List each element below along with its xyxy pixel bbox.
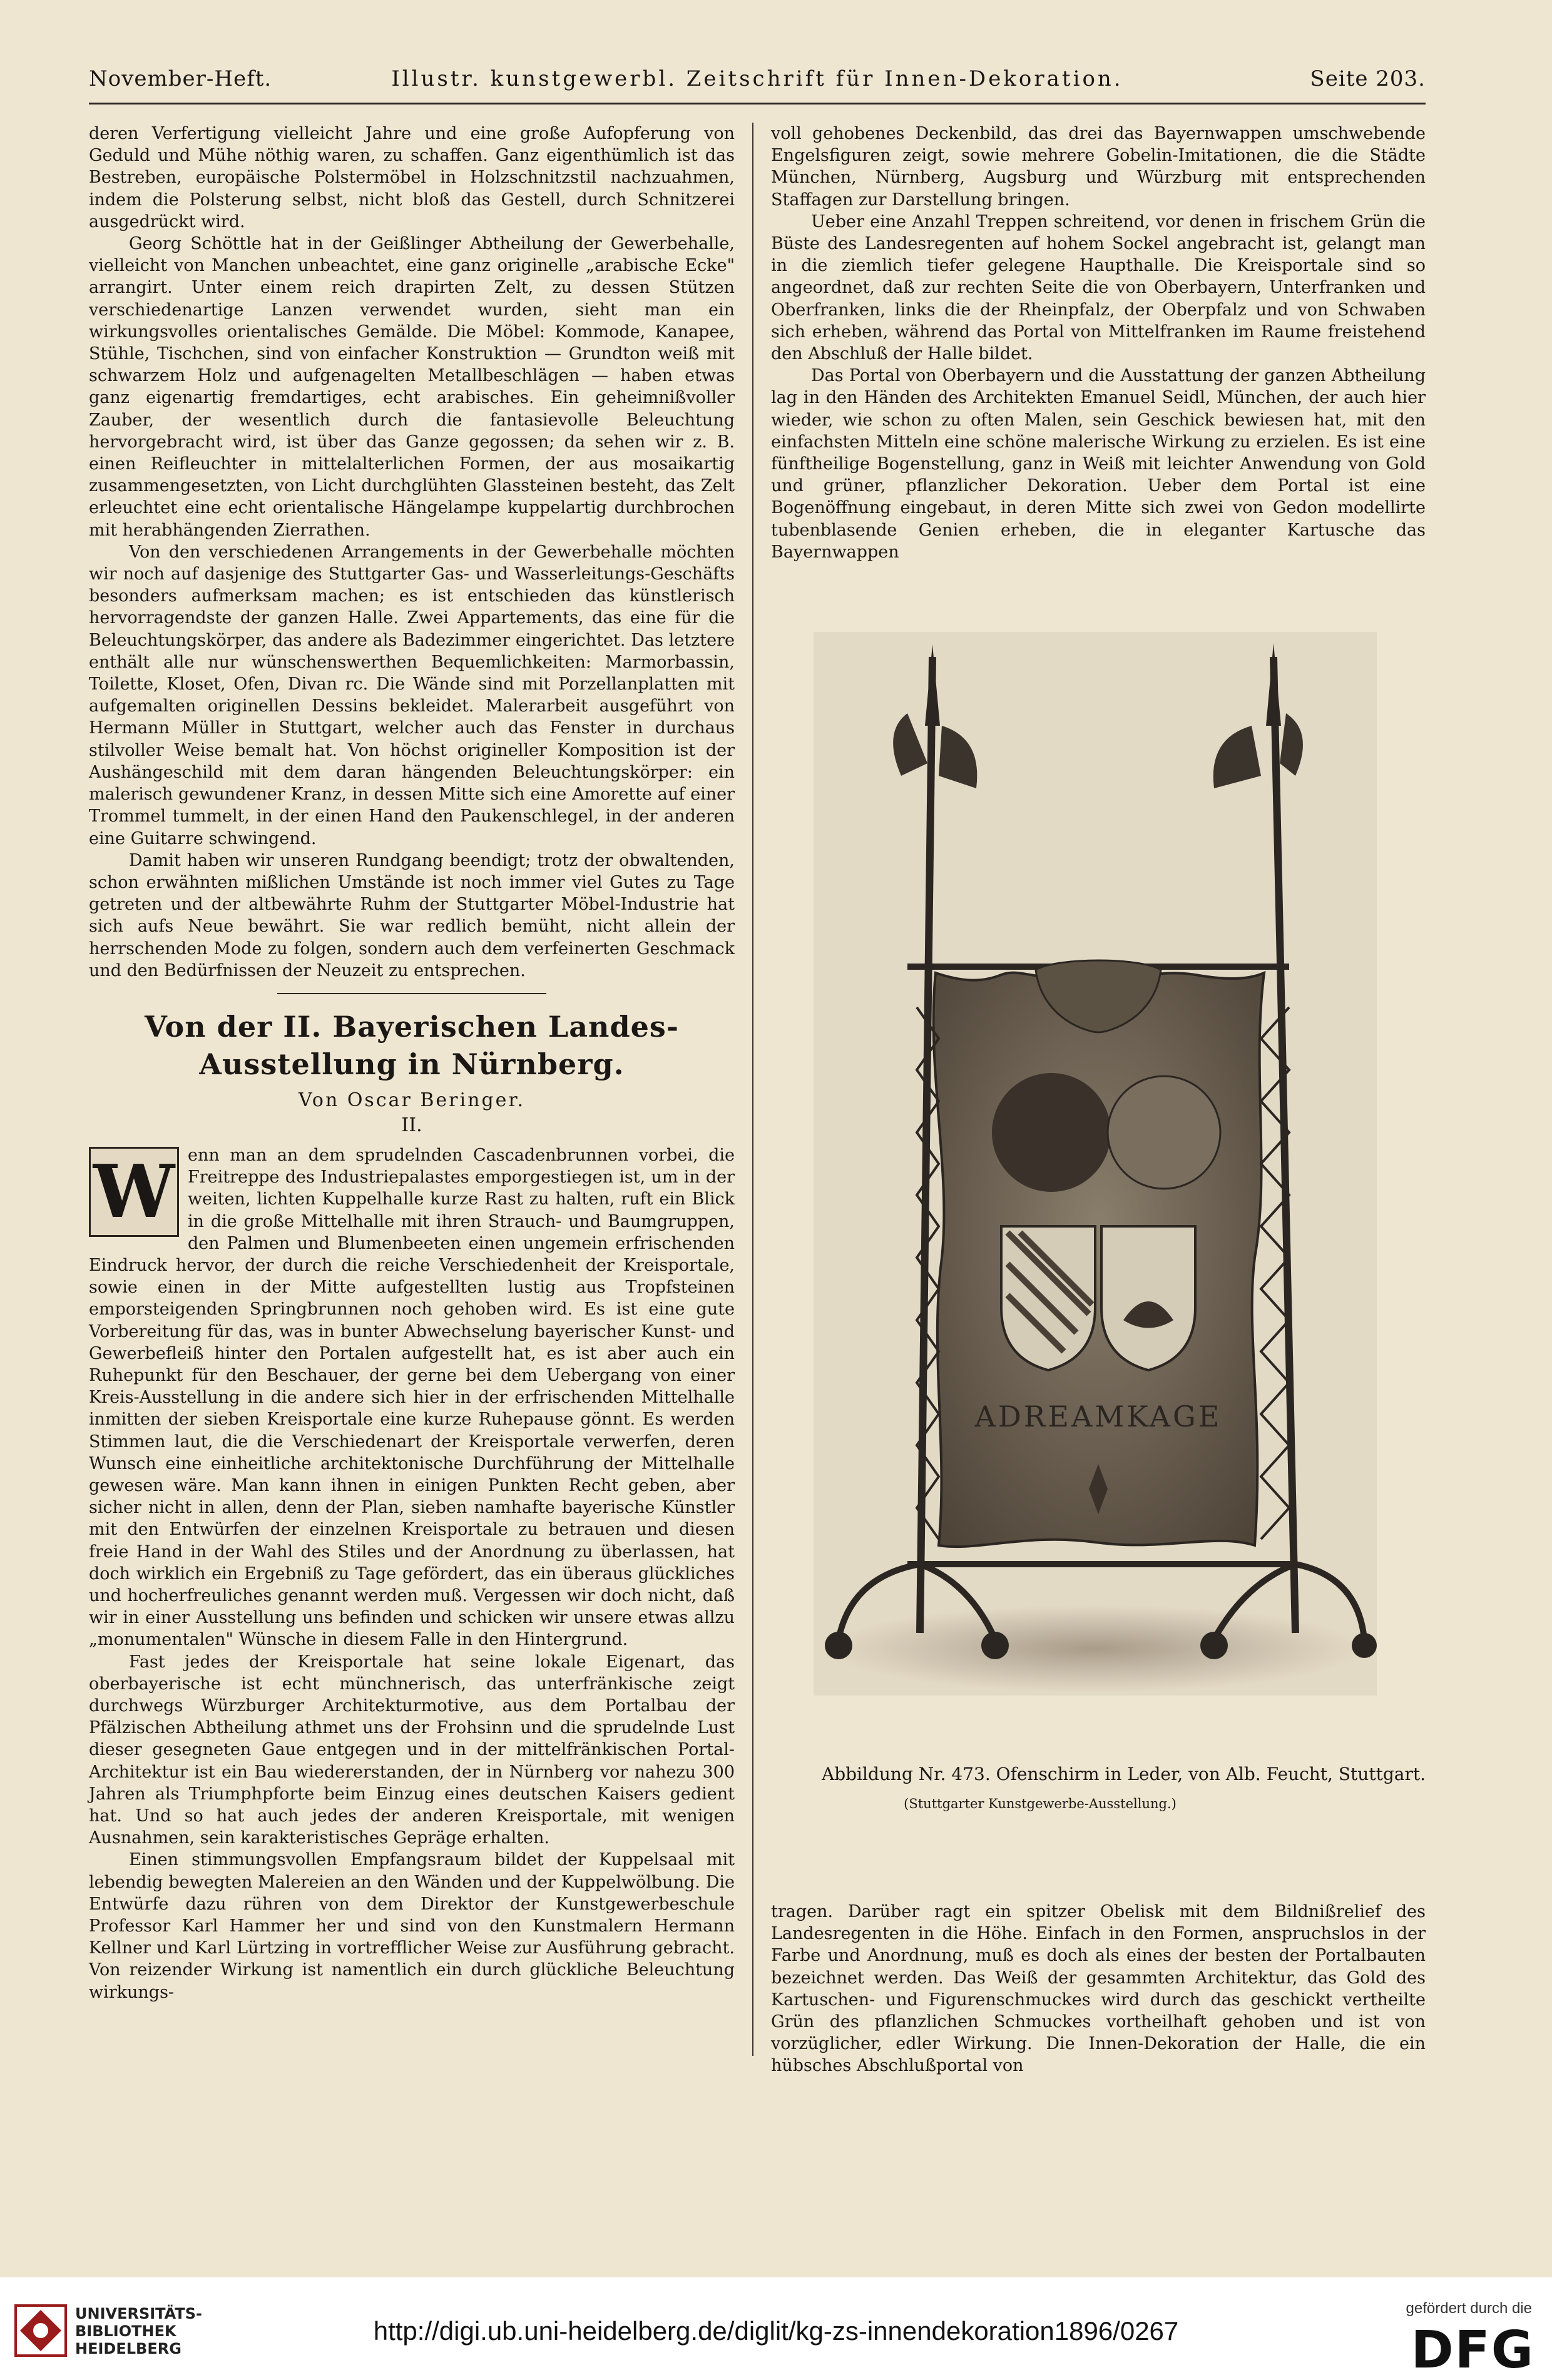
column-divider — [752, 123, 753, 2056]
article-author: Von Oscar Beringer. — [299, 1089, 525, 1111]
paragraph: deren Verfertigung vielleicht Jahre und eine große Aufopferung von Geduld und Mühe nöthig waren, zu schaffen. Ganz eigenthümlich ist das Bestreben, europäische Polstermöbel in Holzschnitzstil nachzuahmen, indem die Polsterung selbst, nicht bloß das Gestell, durch Schnitzerei ausgedrückt wird. — [89, 124, 735, 231]
running-head-title: Illustr. kunstgewerbl. Zeitschrift für Innen-Dekoration. — [391, 66, 1123, 91]
helmet-crest-left — [992, 1073, 1111, 1192]
institution-name — [75, 2305, 202, 2357]
article-part-number: II. — [401, 1114, 422, 1136]
bavarian-shield — [1001, 1226, 1095, 1370]
figure-caption-source: (Stuttgarter Kunstgewerbe-Ausstellung.) — [904, 1796, 1177, 1811]
city-shield — [1101, 1226, 1195, 1370]
fire-screen-drawing — [814, 632, 1377, 1696]
right-column-bottom — [771, 1901, 1426, 2076]
floor-shadow — [826, 1605, 1364, 1692]
first-paragraph-text: enn man an dem sprudelnden Cascadenbrunnen vorbei, die Freitreppe des Industriepalastes emporgestiegen ist, um in der weiten, lichten Kuppelhalle kurze Rast zu halten, ruft ein Blick in die große Mittelhalle mit ihren Strauch- und Baumgruppen, den Palmen und Blumenbeeten einen ungemein erfrischenden Eindruck hervor, der durch die reiche Verschiedenheit der Kreisportale, sowie einen in der Mitte aufgestellten lustig aus Tropfsteinen emporsteigenden Springbrunnen noch gehoben wird. Es ist eine gute Vorbereitung für das, was in bunter Abwechselung bayerischer Kunst- und Gewerbefleiß hinter den Portalen aufgestellt hat, es ist aber auch ein Ruhepunkt für den Beschauer, der gerne bei dem Uebergang von einer Kreis-Ausstellung in die andere sich hier in der erfrischenden Mittelhalle inmitten der sieben Kreisportale eine kurze Ruhepause gönnt. Es werden Stimmen laut, die die Verschiedenart der Kreisportale verwerfen, deren Wunsch eine einheitliche architektonische Durchführung der Mittelhalle gewesen wäre. Man kann ihnen in einigen Punkten Recht geben, aber sicher nicht in allen, denn der Plan, sieben namhafte bayerische Künstler mit den Entwürfen der einzelnen Kreisportale zu betrauen und diesen freie Hand in der Wahl des Stiles und der Anordnung zu überlassen, hat doch wirklich ein Ergebniß zu Tage gefördert, das ein überaus glückliches und hocherfreuliches genannt werden muß. Vergessen wir doch nicht, daß wir in einer Ausstellung uns befinden und schicken wir unsere etwas allzu „monumentalen" Wünsche in diesem Falle in den Hintergrund. — [89, 1145, 735, 1650]
first-paragraph — [89, 1144, 735, 1651]
article-title: Von der II. Bayerischen Landes-Ausstellung in Nürnberg. — [145, 1009, 679, 1081]
footer-bar — [0, 2277, 1552, 2380]
paragraph: Ueber eine Anzahl Treppen schreitend, vor denen in frischem Grün die Büste des Landesregenten auf hohem Sockel angebracht ist, gelangt man in die ziemlich tiefer gelegene Haupthalle. Die Kreisportale sind so angeordnet, daß zur rechten Seite die von Oberbayern, Unterfranken und Oberfranken, links die der Rheinpfalz, der Oberpfalz und von Schwaben sich erheben, während das Portal von Mittelfranken im Raume freistehend den Abschluß der Halle bildet. — [771, 211, 1426, 364]
paragraph: Das Portal von Oberbayern und die Ausstattung der ganzen Abtheilung lag in den Händen des Architekten Emanuel Seidl, München, der auch hier wieder, wie schon zu often Malen, sein Geschick bewiesen hat, mit den einfachsten Mitteln eine schöne malerische Wirkung zu erzielen. Es ist eine fünftheilige Bogenstellung, ganz in Weiß mit leichter Anwendung von Gold und grüner, pflanzlicher Dekoration. Ueber dem Portal ist eine Bogenöffnung eingebaut, in deren Mitte sich zwei von Gedon modellirte tubenblasende Genien erheben, die in eleganter Kartusche das Bayernwappen — [771, 366, 1426, 562]
institution-line: BIBLIOTHEK — [75, 2322, 176, 2340]
leather-hide-panel — [934, 973, 1264, 1547]
figure-caption: Abbildung Nr. 473. Ofenschirm in Leder, von Alb. Feucht, Stuttgart. — [821, 1764, 1426, 1784]
paragraph: Georg Schöttle hat in der Geißlinger Abtheilung der Gewerbehalle, vielleicht von Manchen unbeachtet, eine ganz originelle „arabische Ecke" arrangirt. Unter einem reich drapirten Zelt, zu dessen Stützen verschiedenartige Lanzen verwendet wurden, sieht man ein wirkungsvolles orientalisches Gemälde. Die Möbel: Kommode, Kanapee, Stühle, Tischchen, sind von einfacher Konstruktion — Grundton weiß mit schwarzem Holz und aufgenagelten Metallbeschlägen — haben etwas ganz eigenartig fremdartiges, echt arabisches. Ein geheimnißvoller Zauber, der wesentlich durch die fantasievolle Beleuchtung hervorgebracht wird, ist über das Ganze gegossen; da sehen wir z. B. einen Reifleuchter in mittelalterlichen Formen, der aus mosaikartig zusammengesetzten, von Licht durchglühten Glassteinen besteht, das Zelt erleuchtet eine echt orientalische Hängelampe kuppelartig durchbrochen mit herabhängenden Zierrathen. — [89, 234, 735, 540]
source-url-link[interactable]: http://digi.ub.uni-heidelberg.de/diglit/kg-zs-innendekoration1896/0267 — [373, 2316, 1179, 2346]
paragraph: Fast jedes der Kreisportale hat seine lokale Eigenart, das oberbayerische ist echt münchnerisch, das unterfränkische zeigt durchwegs Würzburger Architekturmotive, aus dem Portalbau der Pfälzischen Abtheilung athmet uns der Frohsinn und die sprudelnde Lust dieser gesegneten Gaue entgegen und in der mittelfränkischen Portal-Architektur ist ein Bau wiedererstanden, der in Nürnberg vor nahezu 300 Jahren als Triumphpforte beim Einzug eines deutschen Kaisers gedient hat. Und so hat auch jedes der anderen Kreisportale, mit wenigen Ausnahmen, sein karakteristisches Gepräge erhalten. — [89, 1652, 735, 1848]
institution-line: UNIVERSITÄTS- — [75, 2305, 203, 2322]
institution-line: HEIDELBERG — [75, 2340, 181, 2357]
left-column — [89, 123, 735, 2194]
paragraph: voll gehobenes Deckenbild, das drei das Bayernwappen umschwebende Engelsfiguren zeigt, sowie mehrere Gobelin-Imitationen, die die Städte München, Nürnberg, Augsburg und Würzburg mit entsprechenden Staffagen zur Darstellung bringen. — [771, 124, 1426, 210]
page-number: Seite 203. — [1310, 66, 1426, 91]
helmet-crest-right — [1108, 1076, 1220, 1189]
running-head-left: November-Heft. — [89, 66, 272, 91]
section-rule — [277, 993, 546, 994]
panel-inscription: ADREAMKAGE — [974, 1400, 1222, 1433]
paragraph: Damit haben wir unseren Rundgang beendigt; trotz der obwaltenden, schon erwähnten mißlichen Umstände ist noch immer viel Gutes zu Tage getreten und der altbewährte Ruhm der Stuttgarter Möbel-Industrie hat sich aufs Neue bewährt. Sie war redlich bemüht, nicht allein der herrschenden Mode zu folgen, sondern auch dem verfeinerten Geschmack und den Bedürfnissen der Neuzeit zu entsprechen. — [89, 850, 735, 980]
paragraph: Von den verschiedenen Arrangements in der Gewerbehalle möchten wir noch auf dasjenige des Stuttgarter Gas- und Wasserleitungs-Geschäfts besonders aufmerksam machen; es ist entschieden das künstlerisch hervorragendste der ganzen Halle. Zwei Appartements, das eine für die Beleuchtungskörper, das andere als Badezimmer eingerichtet. Das letztere enthält alle nur wünschenswerthen Bequemlichkeiten: Marmorbassin, Toilette, Kloset, Ofen, Divan rc. Die Wände sind mit Porzellanplatten mit aufgemalten originellen Dessins bekleidet. Malerarbeit ausgeführt von Hermann Müller in Stuttgart, welcher auch das Fenster in durchaus stilvoller Weise bemalt hat. Von höchst origineller Komposition ist der Aushängeschild mit dem daran hängenden Beleuchtungskörper: ein malerisch gewundener Kranz, in dessen Mitte sich eine Amorette auf einer Trommel tummelt, in der einen Hand den Paukenschlegel, in der anderen eine Guitarre schwingend. — [89, 542, 735, 848]
fire-screen-illustration — [814, 632, 1377, 1696]
right-column-top — [771, 123, 1426, 598]
running-head — [89, 66, 1426, 104]
university-library-logo-icon — [13, 2302, 69, 2359]
funding-note: gefördert durch die — [1406, 2300, 1532, 2317]
paragraph: Einen stimmungsvollen Empfangsraum bildet der Kuppelsaal mit lebendig bewegten Malereien an den Wänden und der Kuppelwölbung. Die Entwürfe dazu rühren von dem Direktor der Kunstgewerbeschule Professor Karl Hammer her und sind von den Kunstmalern Hermann Kellner und Karl Lürtzing in vortrefflicher Weise zur Ausführung gebracht. Von reizender Wirkung ist namentlich ein durch glückliche Beleuchtung wirkungs- — [89, 1850, 735, 2002]
dfg-logo: DFG — [1411, 2321, 1534, 2380]
paragraph: tragen. Darüber ragt ein spitzer Obelisk mit dem Bildnißrelief des Landesregenten in die Höhe. Einfach in den Formen, anspruchslos in der Farbe und Anordnung, muß es doch als eines der besten der Portalbauten bezeichnet werden. Das Weiß der gesammten Architektur, das Gold des Kartuschen- und Figurenschmuckes wird durch das geschickt vertheilte Grün des pflanzlichen Schmuckes vortheilhaft gehoben und ist von vorzüglicher, edler Wirkung. Die Innen-Dekoration der Halle, die ein hübsches Abschlußportal von — [771, 1902, 1426, 2076]
drop-cap: W — [89, 1147, 179, 1237]
header-rule — [89, 103, 1426, 104]
